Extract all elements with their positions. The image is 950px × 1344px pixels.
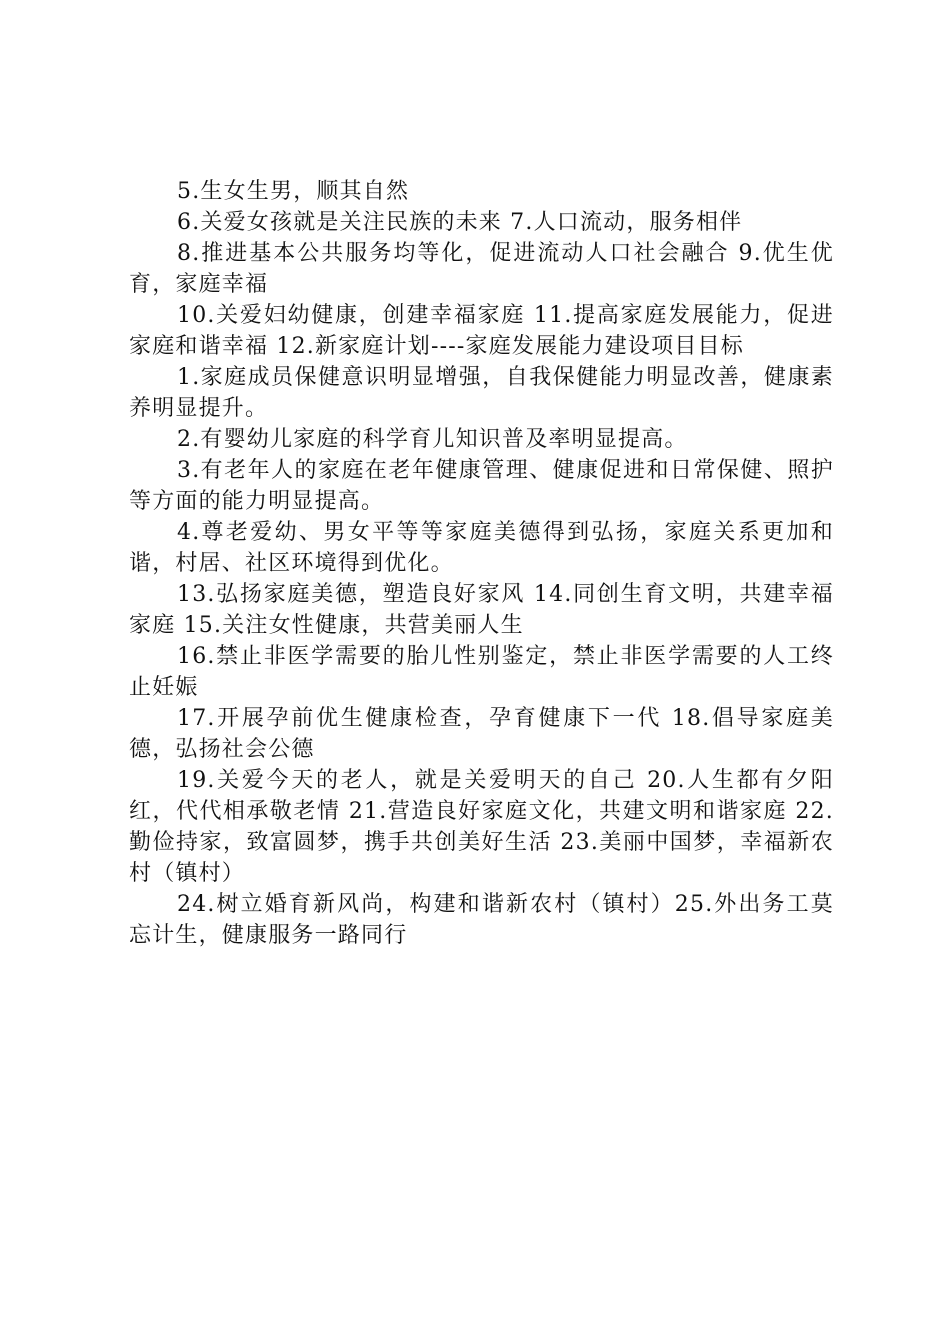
- paragraph-3: 8.推进基本公共服务均等化，促进流动人口社会融合 9.优生优育，家庭幸福: [129, 241, 834, 297]
- paragraph-5: 1.家庭成员保健意识明显增强，自我保健能力明显改善，健康素养明显提升。: [129, 365, 834, 421]
- paragraph-7: 3.有老年人的家庭在老年健康管理、健康促进和日常保健、照护等方面的能力明显提高。: [129, 458, 834, 514]
- paragraph-12: 19.关爱今天的老人，就是关爱明天的自己 20.人生都有夕阳红，代代相承敬老情 21.营造良好家庭文化，共建文明和谐家庭 22.勤俭持家，致富圆梦，携手共创美好生活 23.美丽中国梦，幸福新农村（镇村）: [129, 768, 834, 886]
- paragraph-9: 13.弘扬家庭美德，塑造良好家风 14.同创生育文明，共建幸福家庭 15.关注女性健康，共营美丽人生: [129, 582, 834, 638]
- paragraph-1: 5.生女生男，顺其自然: [177, 179, 410, 204]
- paragraph-10: 16.禁止非医学需要的胎儿性别鉴定，禁止非医学需要的人工终止妊娠: [129, 644, 834, 700]
- paragraph-13: 24.树立婚育新风尚，构建和谐新农村（镇村）25.外出务工莫忘计生，健康服务一路同行: [129, 892, 834, 948]
- paragraph-4: 10.关爱妇幼健康，创建幸福家庭 11.提高家庭发展能力，促进家庭和谐幸福 12.新家庭计划----家庭发展能力建设项目目标: [129, 303, 834, 359]
- paragraph-2: 6.关爱女孩就是关注民族的未来 7.人口流动，服务相伴: [177, 210, 743, 235]
- document-body: [129, 176, 834, 951]
- paragraph-8: 4.尊老爱幼、男女平等等家庭美德得到弘扬，家庭关系更加和谐，村居、社区环境得到优化。: [129, 520, 834, 576]
- paragraph-6: 2.有婴幼儿家庭的科学育儿知识普及率明显提高。: [177, 427, 688, 452]
- paragraph-11: 17.开展孕前优生健康检查，孕育健康下一代 18.倡导家庭美德，弘扬社会公德: [129, 706, 834, 762]
